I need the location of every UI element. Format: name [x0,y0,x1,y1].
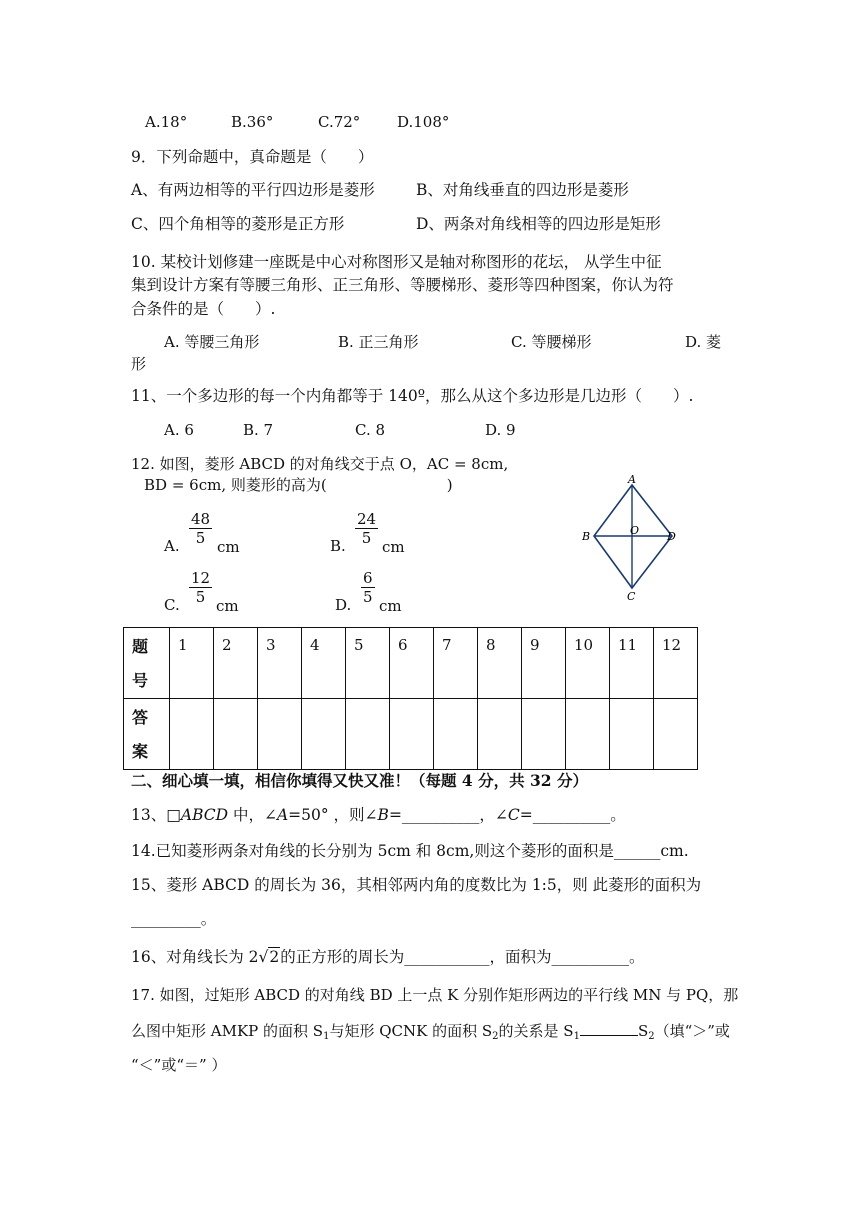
q13-angle-a: A [276,806,289,824]
vertex-label-b: B [582,530,591,543]
table-cell-number-8: 8 [478,628,522,699]
q9-option-c: C、四个角相等的菱形是正方形 [131,215,345,233]
table-cell-number-2: 2 [214,628,258,699]
q10-option-d-wrap: 形 [131,355,147,373]
q12-line-1: 12. 如图，菱形 ABCD 的对角线交于点 O，AC = 8cm, [131,455,509,473]
answer-table [123,627,698,770]
q17-text-3: 的关系是 S [498,1022,574,1040]
q15-line-1: 15、菱形 ABCD 的周长为 36，其相邻两内角的度数比为 1:5，则 此菱形的面积为 [131,876,702,894]
q12-option-c-fraction [189,569,212,606]
answer-cell[interactable] [170,699,214,770]
vertex-label-c: C [627,590,636,603]
fraction-numerator: 6 [363,569,373,587]
answer-cell[interactable] [434,699,478,770]
q10-line-3: 合条件的是（ ）. [131,300,276,318]
table-cell-number-7: 7 [434,628,478,699]
q11-option-a: A. 6 [164,421,194,439]
q9-option-b: B、对角线垂直的四边形是菱形 [416,181,629,199]
q13-line [131,805,626,825]
q10-option-d: D. 菱 [685,333,722,351]
answer-cell[interactable] [258,699,302,770]
table-header-question-number: 题号 [124,628,170,699]
q10-line-1: 10. 某校计划修建一座既是中心对称图形又是轴对称图形的花坛， 从学生中征 [131,253,662,271]
q9-option-d: D、两条对角线相等的四边形是矩形 [416,215,661,233]
table-cell-number-11: 11 [610,628,654,699]
q13-text-4: =__________。 [519,806,626,824]
q12-option-b-fraction [355,510,378,547]
q12-option-a-unit: cm [217,538,240,556]
q12-line-2: BD = 6cm, 则菱形的高为( ) [144,476,453,494]
answer-cell[interactable] [214,699,258,770]
q17-text-2: 与矩形 QCNK 的面积 S [329,1022,493,1040]
table-cell-number-4: 4 [302,628,346,699]
q17-text-4: S [637,1022,649,1040]
answer-cell[interactable] [302,699,346,770]
q13-angle-b: B [377,806,389,824]
answer-cell[interactable] [654,699,698,770]
table-cell-number-5: 5 [346,628,390,699]
vertex-label-d: D [667,530,676,543]
q12-option-b-label: B. [330,537,346,555]
q17-line-2 [131,1021,730,1047]
q10-line-2: 集到设计方案有等腰三角形、正三角形、等腰梯形、菱形等四种图案，你认为符 [131,276,674,294]
q16-text-1: 16、对角线长为 2 [131,948,259,966]
q17-line-3: “＜”或“＝” ） [131,1056,227,1074]
q12-option-c-label: C. [164,596,180,614]
q11-stem: 11、一个多边形的每一个内角都等于 140º，那么从这个多边形是几边形（ ）. [131,387,694,405]
rhombus-figure [578,474,688,604]
q11-option-b: B. 7 [243,421,274,439]
q17-subscript-4: 2 [648,1031,655,1042]
q10-option-c: C. 等腰梯形 [511,333,592,351]
q11-option-d: D. 9 [485,421,516,439]
table-cell-number-9: 9 [522,628,566,699]
table-cell-number-12: 12 [654,628,698,699]
q10-option-a: A. 等腰三角形 [164,333,260,351]
fraction-numerator: 24 [357,510,377,528]
q8-option-d: D.108° [397,113,450,131]
table-cell-number-10: 10 [566,628,610,699]
section-2-title: 二、细心填一填，相信你填得又快又准！（每题 4 分，共 32 分） [131,771,588,790]
q13-angle-c: C [507,806,520,824]
q17-text-5: （填“＞”或 [654,1022,730,1040]
q17-text-1: 么图中矩形 AMKP 的面积 S [131,1022,324,1040]
q12-option-c-unit: cm [216,597,239,615]
q17-subscript-1: 1 [323,1031,330,1042]
q13-text-1: 中，∠ [228,806,277,824]
q16-text-2: 的正方形的周长为___________，面积为__________。 [280,948,645,966]
fraction-denominator: 5 [361,529,372,547]
table-cell-number-1: 1 [170,628,214,699]
q17-subscript-3: 1 [573,1031,580,1042]
q17-answer-blank[interactable] [580,1021,638,1036]
q12-option-d-label: D. [335,596,352,614]
table-cell-number-6: 6 [390,628,434,699]
answer-cell[interactable] [478,699,522,770]
q8-option-c: C.72° [318,113,361,131]
q12-option-a-label: A. [164,537,180,555]
vertex-label-a: A [628,474,636,486]
q13-number: 13、 [131,806,167,824]
table-header-answer: 答案 [124,699,170,770]
fraction-numerator: 48 [191,510,211,528]
q16-radicand: 2 [269,948,280,966]
q12-option-d-fraction [361,569,375,606]
answer-cell[interactable] [390,699,434,770]
q8-option-a: A.18° [145,113,188,131]
answer-table-answer-row [124,699,698,770]
q10-option-b: B. 正三角形 [338,333,419,351]
q8-option-b: B.36° [231,113,274,131]
answer-table-number-row [124,628,698,699]
q12-option-d-unit: cm [379,597,402,615]
q13-text-3: =__________，∠ [388,806,508,824]
answer-cell[interactable] [566,699,610,770]
answer-cell[interactable] [522,699,566,770]
answer-cell[interactable] [610,699,654,770]
q9-stem: 9．下列命题中，真命题是（ ） [131,148,374,166]
q11-option-c: C. 8 [355,421,386,439]
q13-text-2: =50° ，则∠ [288,806,378,824]
q12-option-b-unit: cm [382,538,405,556]
answer-cell[interactable] [346,699,390,770]
q17-subscript-2: 2 [492,1031,499,1042]
q9-option-a: A、有两边相等的平行四边形是菱形 [131,181,375,199]
fraction-denominator: 5 [195,588,206,606]
q17-line-1: 17. 如图，过矩形 ABCD 的对角线 BD 上一点 K 分别作矩形两边的平行线 MN 与 PQ，那 [131,986,739,1004]
fraction-denominator: 5 [363,588,373,606]
q14-line: 14.已知菱形两条对角线的长分别为 5cm 和 8cm,则这个菱形的面积是______cm. [131,842,689,860]
table-cell-number-3: 3 [258,628,302,699]
q13-parallelogram: □ABCD [166,806,229,824]
q15-line-2: _________。 [131,910,217,928]
q16-line [131,947,645,967]
fraction-denominator: 5 [195,529,206,547]
fraction-numerator: 12 [191,569,211,587]
q12-option-a-fraction [189,510,212,547]
center-label-o: O [630,524,640,537]
sqrt-symbol: √2 [258,948,280,966]
